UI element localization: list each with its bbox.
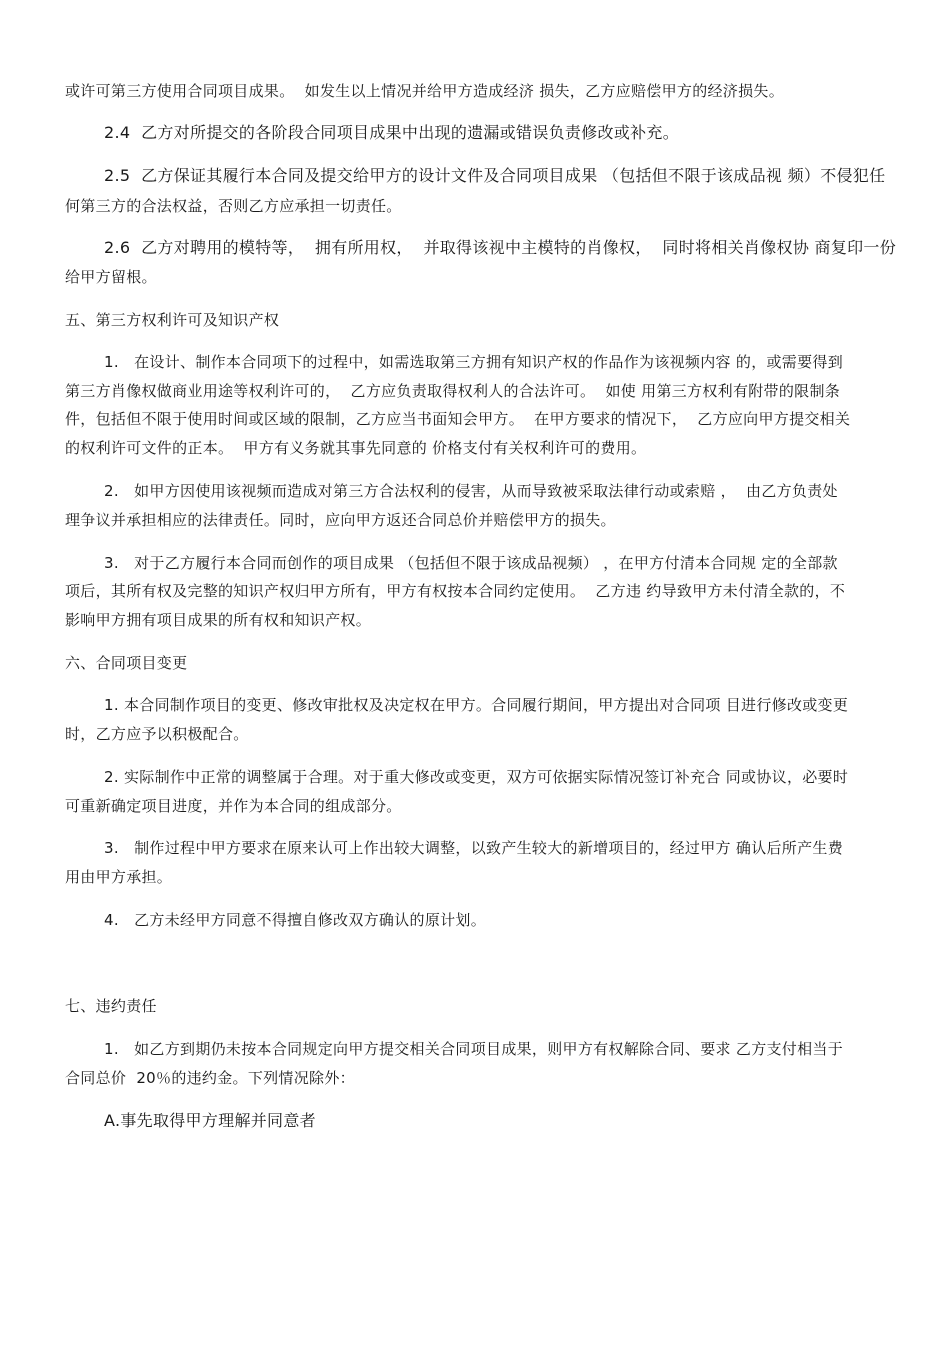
text-line: 可重新确定项目进度，并作为本合同的组成部分。 bbox=[65, 797, 402, 815]
section-heading-5: 五、第三方权利许可及知识产权 bbox=[65, 311, 280, 329]
clause-5-3: 3. 对于乙方履行本合同而创作的项目成果 （包括但不限于该成品视频） ，在甲方付清本合同规 定的全部款 bbox=[104, 554, 838, 572]
text-line: 时，乙方应予以积极配合。 bbox=[65, 725, 249, 743]
clause-6-1: 1. 本合同制作项目的变更、修改审批权及决定权在甲方。合同履行期间，甲方提出对合同项 目进行修改或变更 bbox=[104, 696, 849, 714]
text-line: 用由甲方承担。 bbox=[65, 868, 173, 886]
clause-6-2: 2. 实际制作中正常的调整属于合理。对于重大修改或变更，双方可依据实际情况签订补充合 同或协议，必要时 bbox=[104, 768, 849, 786]
text-line: 合同总价 20％的违约金。下列情况除外： bbox=[65, 1069, 355, 1087]
clause-2-5: 2.5 乙方保证其履行本合同及提交给甲方的设计文件及合同项目成果 （包括但不限于该成品视 频）不侵犯任 bbox=[104, 166, 886, 185]
clause-5-2: 2. 如甲方因使用该视频而造成对第三方合法权利的侵害，从而导致被采取法律行动或索赔 ， 由乙方负责处 bbox=[104, 482, 838, 500]
text-line: 影响甲方拥有项目成果的所有权和知识产权。 bbox=[65, 611, 372, 629]
clause-7-1: 1. 如乙方到期仍未按本合同规定向甲方提交相关合同项目成果，则甲方有权解除合同、要求 乙方支付相当于 bbox=[104, 1040, 843, 1058]
clause-5-1: 1. 在设计、制作本合同项下的过程中，如需选取第三方拥有知识产权的作品作为该视频内容 的，或需要得到 bbox=[104, 353, 843, 371]
exception-item-a: A.事先取得甲方理解并同意者 bbox=[104, 1111, 316, 1130]
text-line: 何第三方的合法权益，否则乙方应承担一切责任。 bbox=[65, 197, 402, 215]
text-line: 项后，其所有权及完整的知识产权归甲方所有，甲方有权按本合同约定使用。 乙方违 约导致甲方未付清全款的，不 bbox=[65, 582, 846, 600]
clause-2-4: 2.4 乙方对所提交的各阶段合同项目成果中出现的遗漏或错误负责修改或补充。 bbox=[104, 123, 680, 142]
clause-2-6: 2.6 乙方对聘用的模特等， 拥有所用权， 并取得该视中主模特的肖像权， 同时将相关肖像权协 商复印一份 bbox=[104, 238, 897, 257]
clause-6-4: 4. 乙方未经甲方同意不得擅自修改双方确认的原计划。 bbox=[104, 911, 487, 929]
text-line: 或许可第三方使用合同项目成果。 如发生以上情况并给甲方造成经济 损失，乙方应赔偿甲方的经济损失。 bbox=[65, 82, 785, 100]
text-line: 第三方肖像权做商业用途等权利许可的， 乙方应负责取得权利人的合法许可。 如使 用第三方权利有附带的限制条 bbox=[65, 382, 841, 400]
text-line: 给甲方留根。 bbox=[65, 268, 157, 286]
text-line: 理争议并承担相应的法律责任。同时，应向甲方返还合同总价并赔偿甲方的损失。 bbox=[65, 511, 616, 529]
section-heading-7: 七、违约责任 bbox=[65, 997, 157, 1015]
clause-6-3: 3. 制作过程中甲方要求在原来认可上作出较大调整，以致产生较大的新增项目的，经过甲方 确认后所产生费 bbox=[104, 839, 843, 857]
text-line: 件，包括但不限于使用时间或区域的限制，乙方应当书面知会甲方。 在甲方要求的情况下， 乙方应向甲方提交相关 bbox=[65, 410, 851, 428]
section-heading-6: 六、合同项目变更 bbox=[65, 654, 188, 672]
text-line: 的权利许可文件的正本。 甲方有义务就其事先同意的 价格支付有关权利许可的费用。 bbox=[65, 439, 647, 457]
